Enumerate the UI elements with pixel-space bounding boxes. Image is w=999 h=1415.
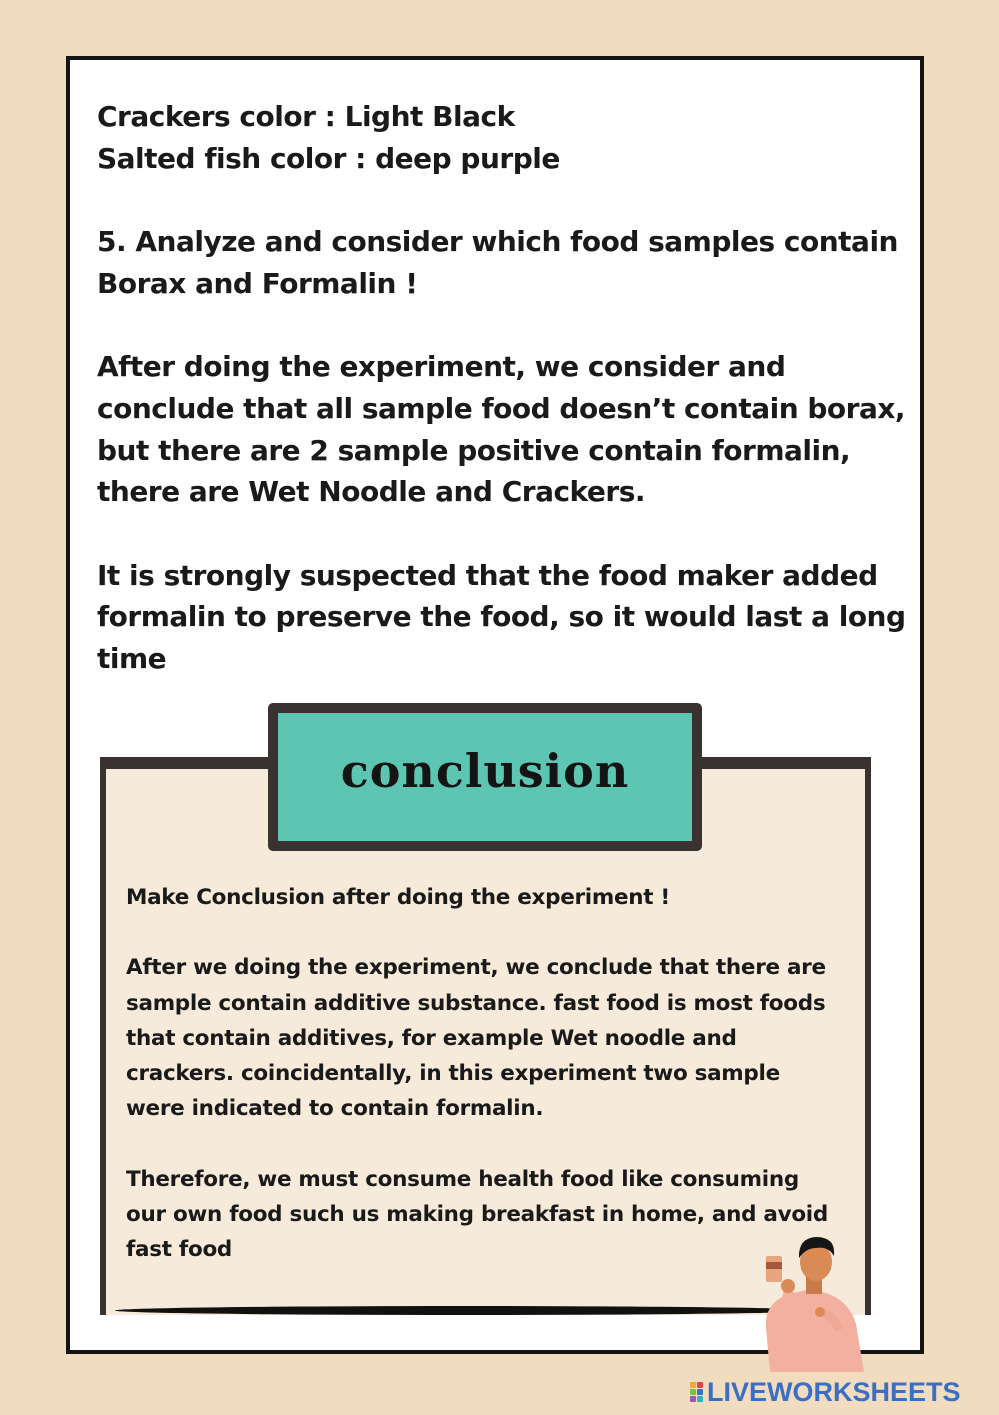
suspect-line: It is strongly suspected that the food maker added (97, 558, 878, 592)
suspect-line: time (97, 642, 167, 676)
conclusion-line: that contain additives, for example Wet noodle and (126, 1025, 737, 1051)
conclusion-line: our own food such us making breakfast in home, and avoid (126, 1201, 828, 1227)
conclusion-line: After we doing the experiment, we conclude that there are (126, 955, 826, 981)
conclusion-title: conclusion (340, 744, 630, 798)
conclusion-line: Therefore, we must consume health food like consuming (126, 1166, 799, 1192)
liveworksheets-logo-icon (690, 1382, 703, 1402)
question-5-line: Borax and Formalin ! (97, 266, 418, 300)
suspect-line: formalin to preserve the food, so it would last a long (97, 600, 906, 634)
question-5-line: 5. Analyze and consider which food samples contain (97, 225, 898, 259)
liveworksheets-logo (690, 1378, 961, 1406)
conclusion-banner (268, 703, 702, 851)
conclusion-line: sample contain additive substance. fast food is most foods (126, 990, 826, 1016)
brush-stroke-divider (115, 1306, 815, 1315)
liveworksheets-logo-text: LIVEWORKSHEETS (707, 1376, 961, 1407)
salted-fish-color-line: Salted fish color : deep purple (97, 141, 560, 175)
worksheet-body-text (97, 96, 917, 680)
answer-line: conclude that all sample food doesn’t contain borax, (97, 391, 906, 425)
conclusion-line: were indicated to contain formalin. (126, 1096, 544, 1122)
answer-line: there are Wet Noodle and Crackers. (97, 475, 646, 509)
crackers-color-line: Crackers color : Light Black (97, 100, 515, 133)
conclusion-line: fast food (126, 1237, 233, 1262)
conclusion-prompt: Make Conclusion after doing the experiment ! (126, 885, 670, 910)
answer-line: After doing the experiment, we consider and (97, 350, 786, 384)
person-holding-cup-icon (756, 1232, 876, 1372)
conclusion-line: crackers. coincidentally, in this experiment two sample (126, 1061, 780, 1086)
answer-line: but there are 2 sample positive contain formalin, (97, 433, 851, 467)
conclusion-text (126, 880, 871, 1267)
